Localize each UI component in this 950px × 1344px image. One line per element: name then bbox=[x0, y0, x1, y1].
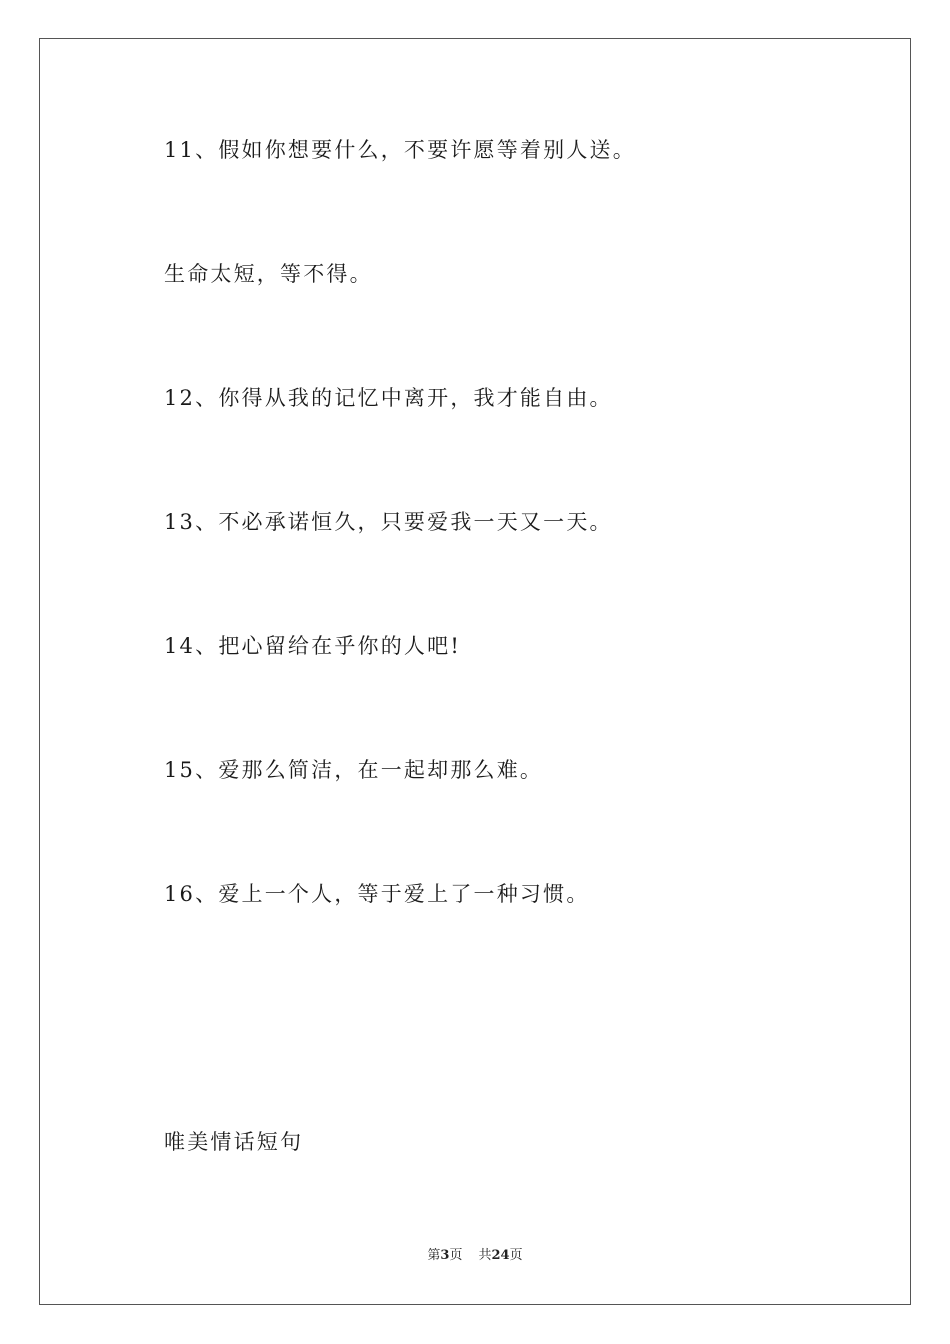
text-line-14: 14、把心留给在乎你的人吧! bbox=[164, 634, 461, 658]
footer-total-suffix: 页 bbox=[509, 1248, 523, 1263]
footer-page-suffix: 页 bbox=[449, 1248, 463, 1263]
footer-page-prefix: 第 bbox=[427, 1248, 441, 1263]
text-line-continuation: 生命太短，等不得。 bbox=[164, 262, 373, 286]
text-line-13: 13、不必承诺恒久，只要爱我一天又一天。 bbox=[164, 510, 613, 534]
footer-total-prefix: 共 bbox=[478, 1248, 492, 1263]
page-border bbox=[39, 38, 911, 1305]
text-line-12: 12、你得从我的记忆中离开，我才能自由。 bbox=[164, 386, 613, 410]
text-line-15: 15、爱那么简洁，在一起却那么难。 bbox=[164, 758, 544, 782]
footer-total-pages: 24 bbox=[491, 1248, 510, 1263]
section-heading: 唯美情话短句 bbox=[164, 1130, 304, 1154]
text-line-11: 11、假如你想要什么，不要许愿等着别人送。 bbox=[164, 138, 636, 162]
text-line-16: 16、爱上一个人，等于爱上了一种习惯。 bbox=[164, 882, 590, 906]
page-footer bbox=[0, 1247, 950, 1265]
footer-page-number: 3 bbox=[440, 1248, 450, 1263]
